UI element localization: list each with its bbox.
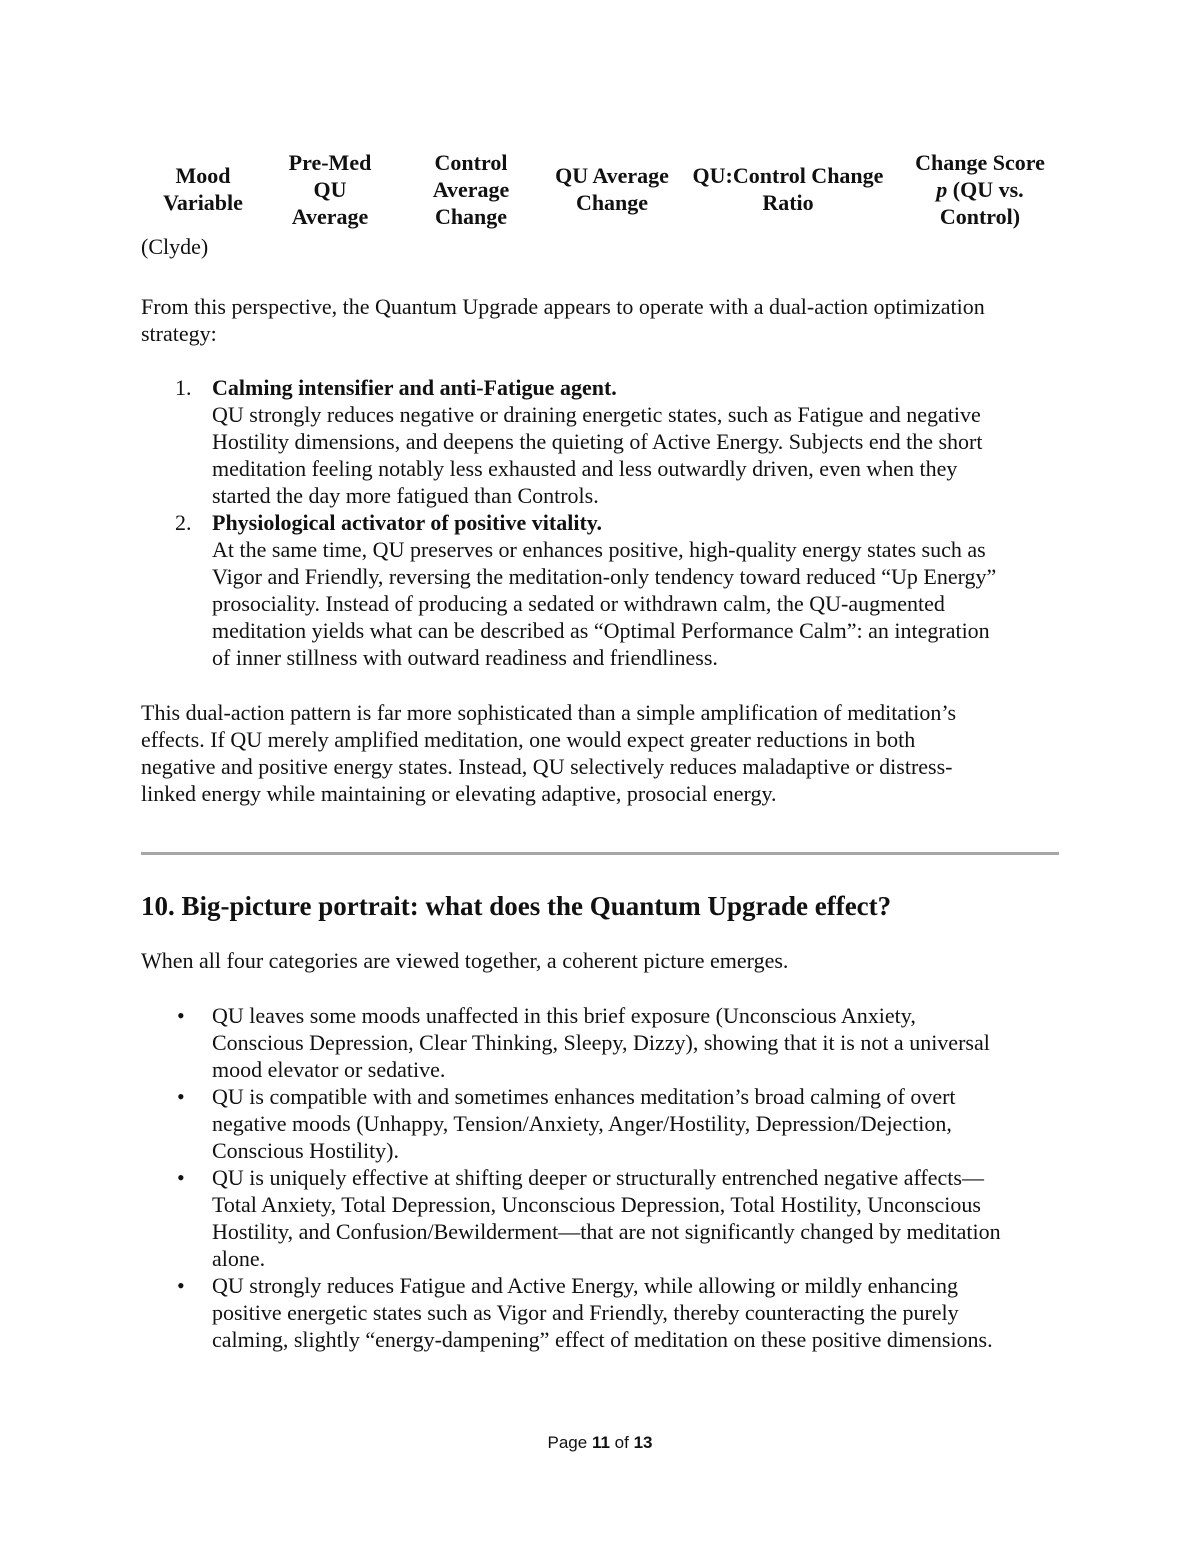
header-line: Pre-Med: [288, 149, 372, 175]
section-10-heading: 10. Big-picture portrait: what does the Quantum Upgrade effect?: [141, 891, 892, 921]
p-symbol: p: [936, 176, 948, 202]
text-line: This dual-action pattern is far more sophisticated than a simple amplification of meditation’s: [141, 700, 956, 725]
text-line: negative moods (Unhappy, Tension/Anxiety, Anger/Hostility, Depression/Dejection,: [212, 1111, 952, 1136]
header-line: Control): [939, 203, 1021, 229]
text-line: prosociality. Instead of producing a sedated or withdrawn calm, the QU-augmented: [212, 591, 945, 616]
header-line: p (QU vs.: [936, 176, 1024, 202]
list-number: 1.: [175, 375, 192, 400]
horizontal-rule: [141, 852, 1059, 855]
item-title: Physiological activator of positive vitality.: [212, 510, 603, 535]
text-line: QU is compatible with and sometimes enhances meditation’s broad calming of overt: [212, 1084, 956, 1109]
bullet-icon: •: [177, 1273, 185, 1298]
text-line: meditation yields what can be described as “Optimal Performance Calm”: an integration: [212, 618, 990, 643]
total-pages-number: 13: [633, 1433, 653, 1452]
caption-clyde: (Clyde): [141, 234, 209, 259]
list-number: 2.: [175, 510, 192, 535]
header-line: QU: [313, 176, 347, 202]
page-footer: [0, 1432, 1200, 1454]
col-header-qu-average-change: [542, 144, 682, 234]
mood-table-header: [141, 144, 1061, 234]
header-line: QU Average: [555, 163, 669, 188]
text-line: mood elevator or sedative.: [212, 1057, 446, 1082]
text-line: of inner stillness with outward readiness and friendliness.: [212, 645, 718, 670]
text-line: Hostility, and Confusion/Bewilderment—that are not significantly changed by meditation: [212, 1219, 1001, 1244]
current-page-number: 11: [591, 1433, 610, 1452]
text-line: At the same time, QU preserves or enhances positive, high-quality energy states such as: [212, 537, 986, 562]
header-line: Variable: [163, 190, 243, 215]
header-line: Change: [434, 203, 508, 229]
of-word: of: [609, 1433, 634, 1452]
header-line: Ratio: [762, 190, 814, 215]
section-10-intro: When all four categories are viewed together, a coherent picture emerges.: [141, 948, 789, 973]
text-line: QU is uniquely effective at shifting deeper or structurally entrenched negative affects—: [212, 1165, 984, 1190]
intro-paragraph: [141, 293, 1061, 347]
text-line: strategy:: [141, 321, 217, 346]
text-line: Total Anxiety, Total Depression, Unconscious Depression, Total Hostility, Unconscious: [212, 1192, 981, 1217]
col-header-qu-control-change-ratio: [682, 144, 894, 234]
text-line: meditation feeling notably less exhausted and less outwardly driven, even when they: [212, 456, 958, 481]
header-line: Average: [291, 203, 369, 229]
item-title: Calming intensifier and anti-Fatigue agent.: [212, 375, 617, 400]
header-line: Mood: [175, 163, 231, 188]
text-line: Hostility dimensions, and deepens the quieting of Active Energy. Subjects end the short: [212, 429, 983, 454]
header-line: Change Score: [915, 149, 1045, 175]
header-line: QU:Control Change: [692, 163, 884, 188]
header-line: Average: [432, 176, 510, 202]
col-header-control-average-change: [401, 144, 541, 234]
bullet-icon: •: [177, 1084, 185, 1109]
text-line: alone.: [212, 1246, 266, 1271]
text-line: Vigor and Friendly, reversing the meditation-only tendency toward reduced “Up Energy”: [212, 564, 997, 589]
text-line: positive energetic states such as Vigor and Friendly, thereby counteracting the purely: [212, 1300, 959, 1325]
col-header-pre-med-qu-average: [265, 144, 395, 234]
text-line: started the day more fatigued than Controls.: [212, 483, 599, 508]
text-line: negative and positive energy states. Instead, QU selectively reduces maladaptive or distress-: [141, 754, 953, 779]
text-line: From this perspective, the Quantum Upgrade appears to operate with a dual-action optimization: [141, 294, 985, 319]
header-line: Change: [575, 190, 649, 215]
bullet-icon: •: [177, 1165, 185, 1190]
text-line: linked energy while maintaining or elevating adaptive, prosocial energy.: [141, 781, 777, 806]
text-line: QU strongly reduces Fatigue and Active Energy, while allowing or mildly enhancing: [212, 1273, 959, 1298]
dual-action-paragraph: [141, 699, 1061, 807]
header-line: Control: [434, 149, 508, 175]
col-header-mood-variable: [141, 144, 265, 234]
text-line: effects. If QU merely amplified meditation, one would expect greater reductions in both: [141, 727, 916, 752]
page-word: Page: [547, 1433, 592, 1452]
text-line: QU leaves some moods unaffected in this brief exposure (Unconscious Anxiety,: [212, 1003, 916, 1028]
text-line: Conscious Hostility).: [212, 1138, 400, 1163]
col-header-change-score-p: [901, 144, 1059, 234]
text-line: calming, slightly “energy-dampening” effect of meditation on these positive dimensions.: [212, 1327, 993, 1352]
bullet-icon: •: [177, 1003, 185, 1028]
text-line: QU strongly reduces negative or draining energetic states, such as Fatigue and negative: [212, 402, 981, 427]
text-line: Conscious Depression, Clear Thinking, Sleepy, Dizzy), showing that it is not a universal: [212, 1030, 990, 1055]
